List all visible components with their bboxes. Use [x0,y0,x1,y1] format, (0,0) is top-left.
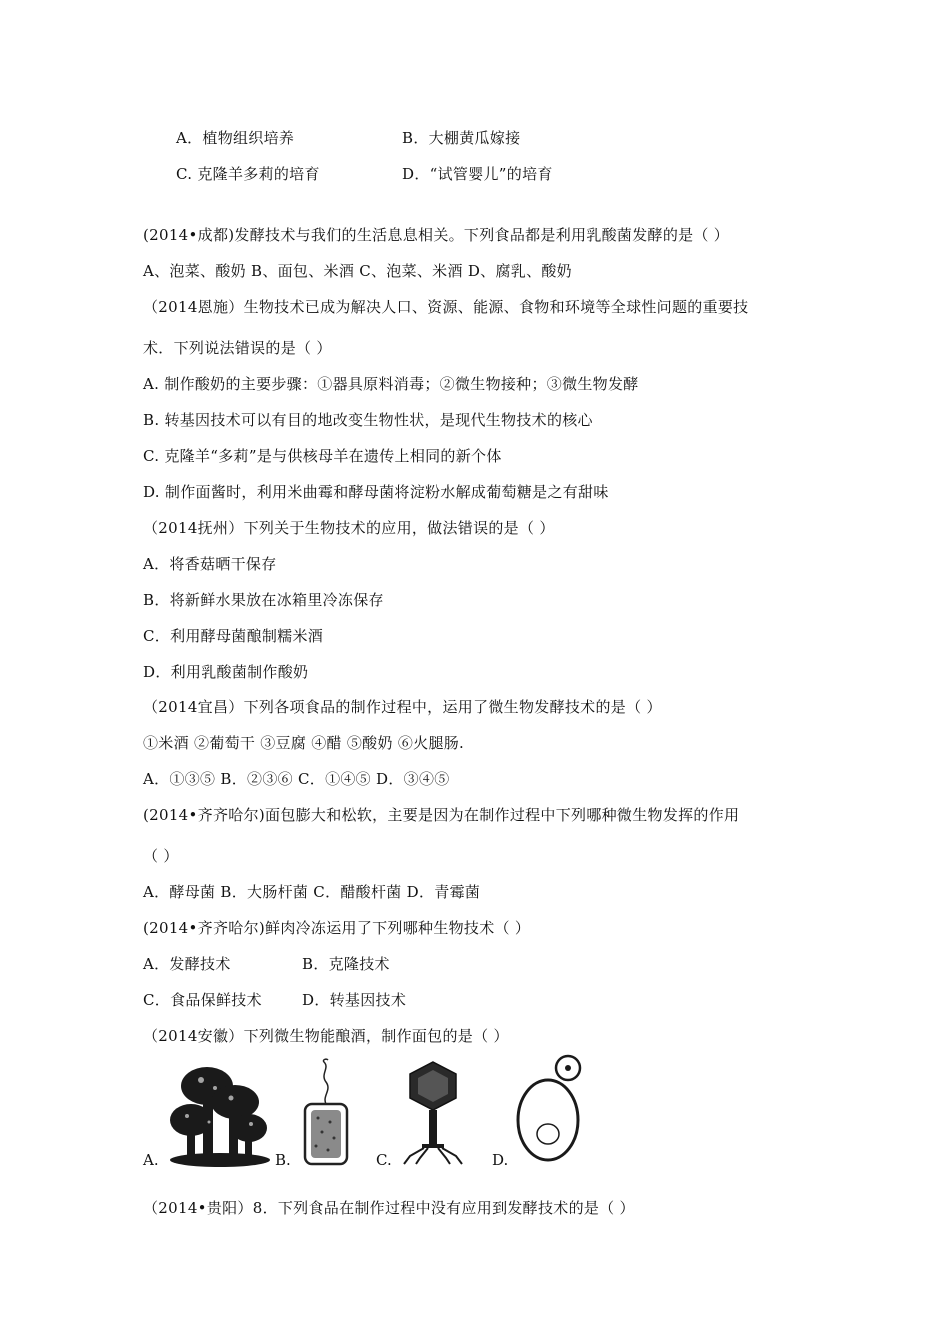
question-options: A、泡菜、酸奶 B、面包、米酒 C、泡菜、米酒 D、腐乳、酸奶 [143,262,572,280]
option-c: C. 克隆羊多莉的培育 [176,165,320,183]
option-b: B．将新鲜水果放在冰箱里冷冻保存 [143,591,384,609]
question-stem: （2014抚州）下列关于生物技术的应用，做法错误的是（ ） [143,519,555,537]
option-a: A．发酵技术 [143,955,231,973]
option-d: D．转基因技术 [302,991,407,1009]
option-b: B．克隆技术 [302,955,390,973]
question-stem: （2014恩施）生物技术已成为解决人口、资源、能源、食物和环境等全球性问题的重要技 [143,298,749,316]
question-options: A．①③⑤ B．②③⑥ C．①④⑤ D．③④⑤ [143,770,450,788]
option-d: D. 制作面酱时，利用米曲霉和酵母菌将淀粉水解成葡萄糖是之有甜味 [143,483,609,501]
question-stem-cont: （ ） [143,847,179,865]
option-c: C．利用酵母菌酿制糯米酒 [143,627,324,645]
figure-label-d: D. [492,1151,509,1169]
option-d: D．“试管婴儿”的培育 [402,165,553,183]
virus-figure [398,1060,468,1166]
option-b: B．大棚黄瓜嫁接 [402,129,521,147]
question-stem: (2014•齐齐哈尔)面包膨大和松软，主要是因为在制作过程中下列哪种微生物发挥的作用 [143,806,740,824]
question-options: A．酵母菌 B．大肠杆菌 C．醋酸杆菌 D．青霉菌 [143,883,481,901]
bacterium-figure [296,1058,356,1168]
option-c: C. 克隆羊“多莉”是与供核母羊在遗传上相同的新个体 [143,447,502,465]
mushroom-figure [165,1062,275,1170]
question-stem: (2014•成都)发酵技术与我们的生活息息相关。下列食品都是利用乳酸菌发酵的是（ ） [143,226,730,244]
option-d: D．利用乳酸菌制作酸奶 [143,663,309,681]
question-stem: （2014•贵阳）8．下列食品在制作过程中没有应用到发酵技术的是（ ） [143,1199,635,1217]
question-stem-cont: 术．下列说法错误的是（ ） [143,339,332,357]
option-b: B. 转基因技术可以有目的地改变生物性状，是现代生物技术的核心 [143,411,593,429]
question-stem: (2014•齐齐哈尔)鲜肉冷冻运用了下列哪种生物技术（ ） [143,919,531,937]
figure-label-b: B. [275,1151,291,1169]
option-a: A．将香菇晒干保存 [143,555,277,573]
option-a: A．植物组织培养 [176,129,295,147]
figure-label-c: C. [376,1151,392,1169]
question-items: ①米酒 ②葡萄干 ③豆腐 ④醋 ⑤酸奶 ⑥火腿肠. [143,734,465,752]
question-stem: （2014安徽）下列微生物能酿酒，制作面包的是（ ） [143,1027,509,1045]
option-a: A. 制作酸奶的主要步骤：①器具原料消毒；②微生物接种；③微生物发酵 [143,375,639,393]
yeast-figure [512,1052,588,1166]
option-c: C．食品保鲜技术 [143,991,262,1009]
figure-label-a: A. [143,1151,159,1169]
question-stem: （2014宜昌）下列各项食品的制作过程中，运用了微生物发酵技术的是（ ） [143,698,662,716]
